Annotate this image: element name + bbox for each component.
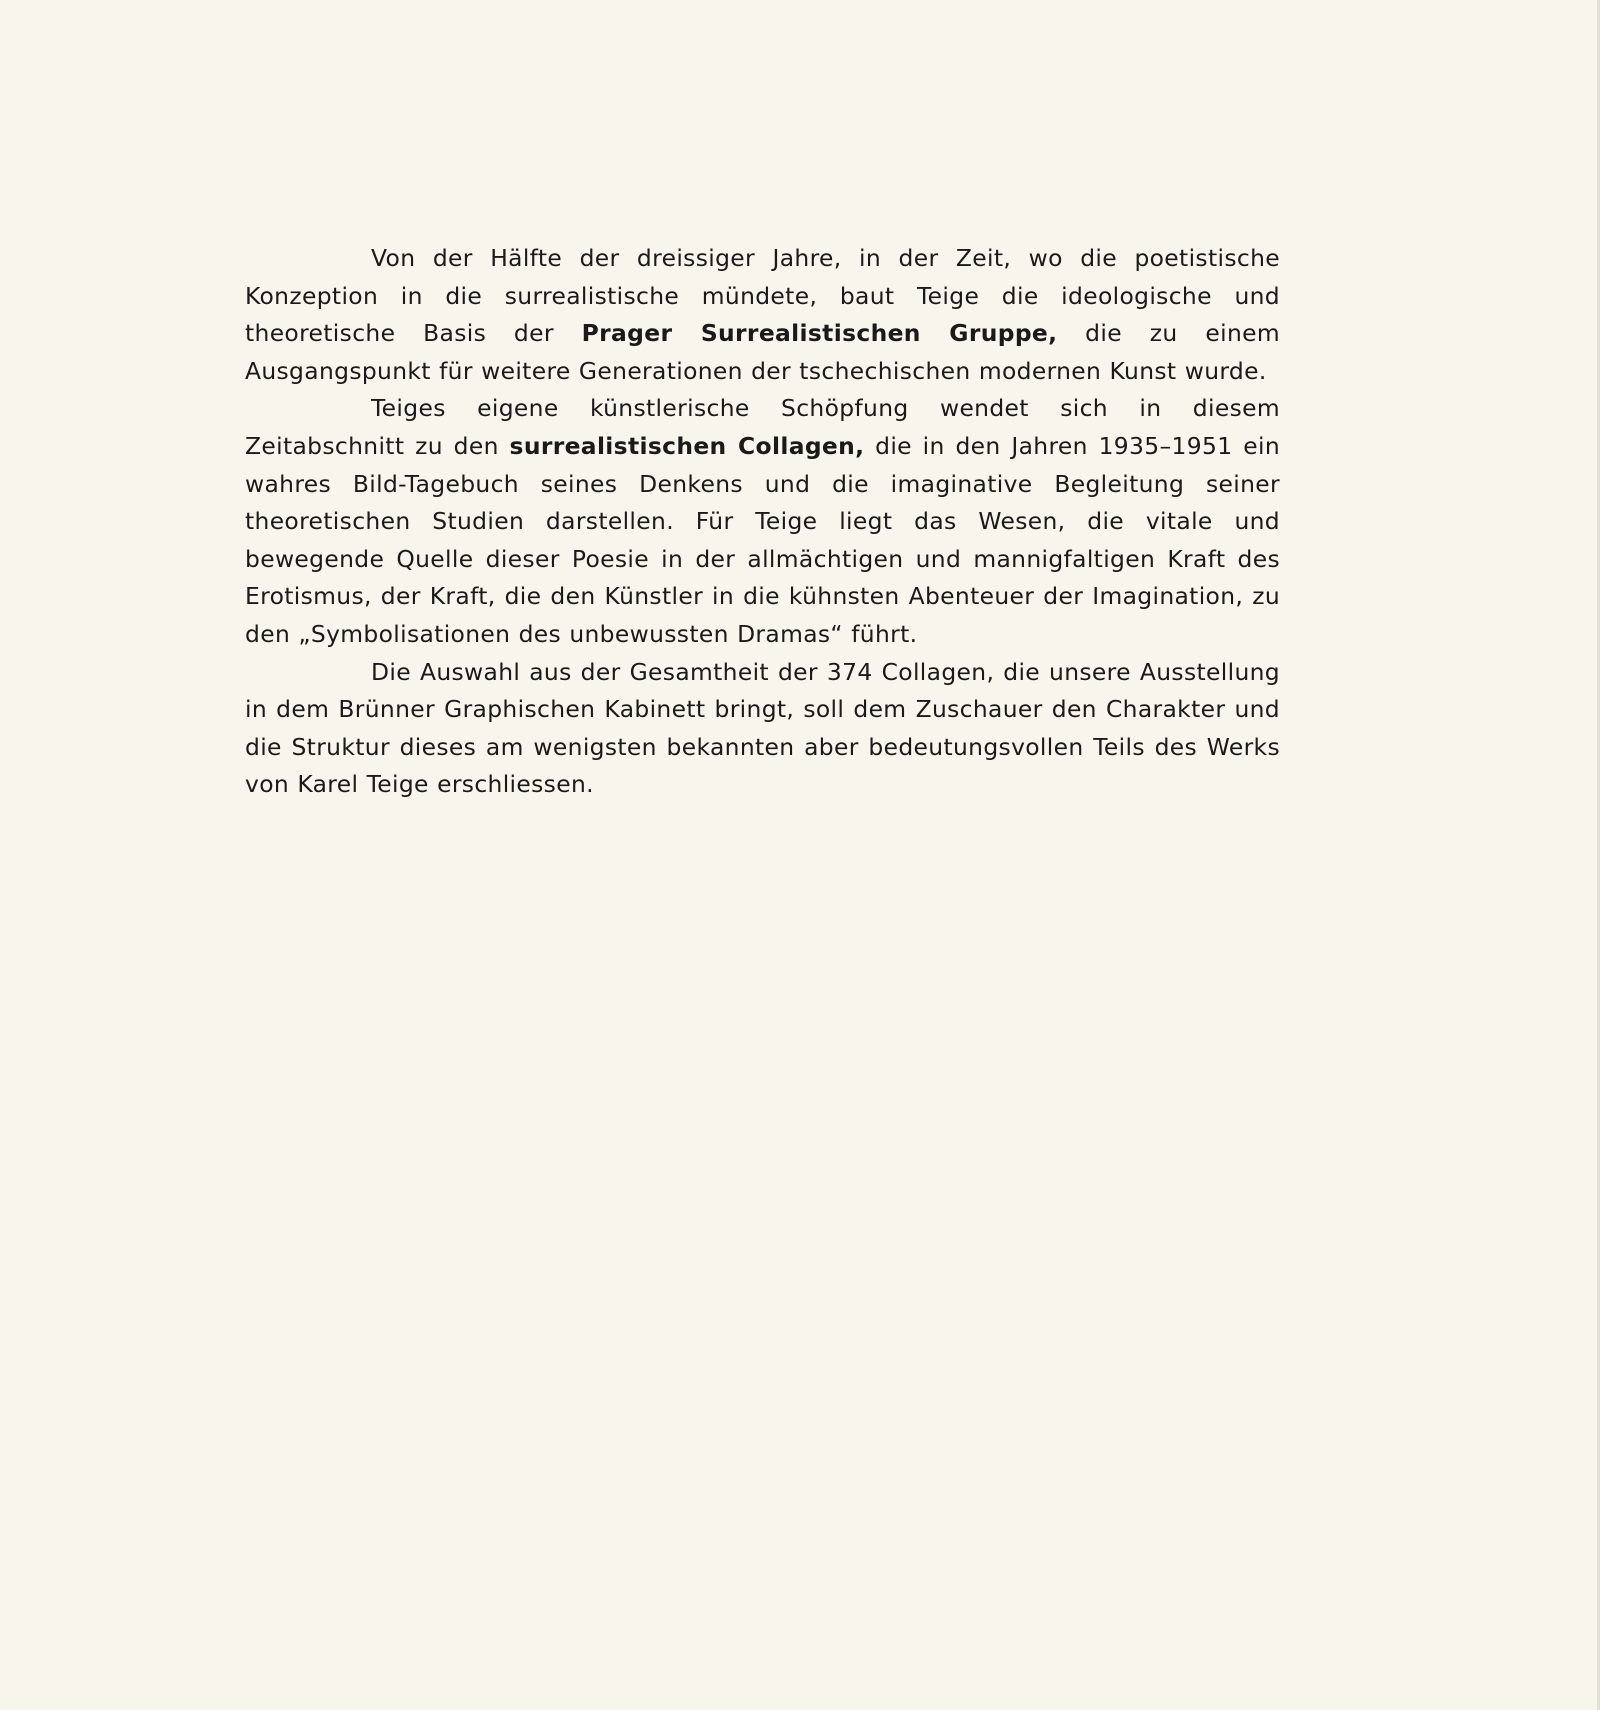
paragraph-2-text-2: die in den Jahren 1935–1951 ein wahres Bild-Tagebuch seines Denkens und die imaginative Begleitung seiner theoretischen Studien darstellen. Für Teige liegt das Wesen, die vitale und bewegende Quelle dieser Poesie in der allmächtigen und mannigfaltigen Kraft des Erotismus, der Kraft, die den Künstler in die kühnsten Abenteuer der Imagination, zu den „Symbolisationen des unbewussten Dramas“ führt. — [245, 431, 1280, 648]
paragraph-3 — [245, 654, 1280, 804]
paragraph-2-text-1: Teiges eigene künstlerische Schöpfung wendet sich in diesem Zeitabschnitt zu den — [245, 394, 1280, 460]
paragraph-2 — [245, 390, 1280, 653]
paragraph-3-text-1: Die Auswahl aus der Gesamtheit der 374 Collagen, die unsere Ausstellung in dem Brünner Graphischen Kabinett bringt, soll dem Zuschauer den Charakter und die Struktur dieses am wenigsten bekannten aber bedeutungsvollen Teils des Werks von Karel Teige erschliessen. — [245, 657, 1280, 799]
paragraph-1 — [245, 240, 1280, 390]
paragraph-1-text-1: Von der Hälfte der dreissiger Jahre, in der Zeit, wo die poetistische Konzeption in die surrealistische mündete, baut Teige die ideologische und theoretische Basis der — [245, 244, 1280, 348]
paragraph-2-bold-surrealistischen-collagen: surrealistischen Collagen, — [509, 431, 865, 460]
paragraph-1-text-2: die zu einem Ausgangspunkt für weitere Generationen der tschechischen modernen Kunst wurde. — [245, 319, 1281, 385]
paragraph-1-bold-prager-surrealistischen-gruppe: Prager Surrealistischen Gruppe, — [581, 319, 1058, 348]
body-text — [245, 240, 1280, 804]
